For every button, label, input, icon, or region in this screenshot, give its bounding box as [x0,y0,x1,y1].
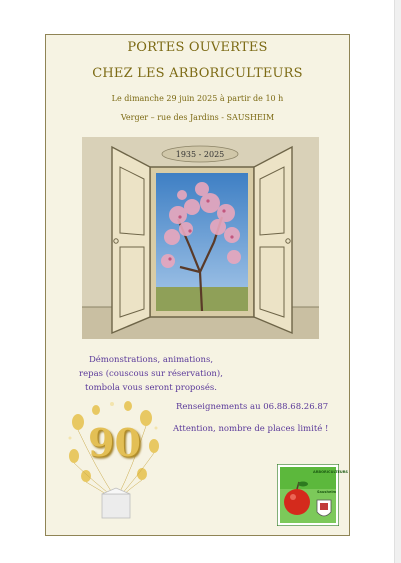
logo-town: Sausheim [317,490,337,494]
flyer [45,34,350,536]
description-line: repas (couscous sur réservation), [79,369,223,379]
flyer-title-line2: CHEZ LES ARBORICULTEURS [92,66,303,81]
description-line: tombola vous seront proposés. [85,383,217,393]
event-location: Verger – rue des Jardins - SAUSHEIM [120,113,275,122]
window-illustration-svg [82,137,319,339]
association-logo [277,464,348,526]
event-date: Le dimanche 29 juin 2025 à partir de 10 h [111,94,284,103]
contact-phone: Renseignements au 06.88.68.26.87 [176,402,329,412]
limited-places-warning: Attention, nombre de places limité ! [173,424,329,434]
event-description [56,353,246,395]
window-orchard-illustration [82,137,319,339]
flyer-title-line1: PORTES OUVERTES [127,40,268,55]
anniversary-number: 90 [88,420,141,465]
description-line: Démonstrations, animations, [88,355,214,365]
anniversary-years-caption: 1935 - 2025 [175,150,225,159]
anniversary-balloons-graphic [66,398,166,522]
page-scroll-edge [394,0,401,563]
logo-name: ARBORICULTEURS [313,470,348,474]
